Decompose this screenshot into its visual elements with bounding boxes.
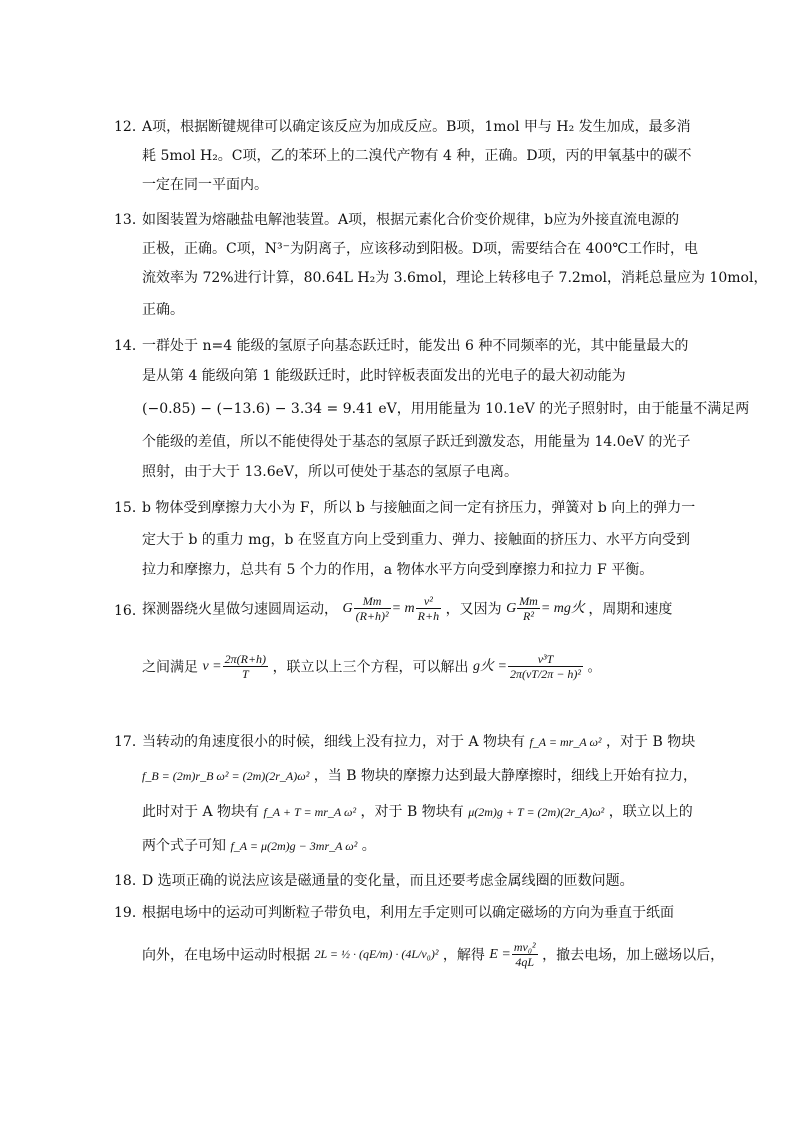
- text-line: 照射，由于大于 13.6eV，所以可使处于基态的氢原子电离。: [142, 464, 519, 480]
- text-line: [142, 940, 724, 969]
- formula-fa: f_A = mr_A ω²: [529, 735, 602, 749]
- text-line: 一群处于 n=4 能级的氢原子向基态跃迁时，能发出 6 种不同频率的光，其中能量最大的: [142, 338, 689, 354]
- formula-electric-motion: 2L = ½ · (qE/m) · (4L/v₀)²: [314, 947, 439, 961]
- text-run: 此时对于 A 物块有: [142, 804, 260, 820]
- formula-fb: f_B = (2m)r_B ω² = (2m)(2r_A)ω²: [142, 769, 310, 783]
- text-line: 耗 5mol H₂。C项，乙的苯环上的二溴代产物有 4 种，正确。D项，丙的甲氧基中的碳不: [142, 148, 692, 164]
- item-number: 17．: [114, 734, 146, 750]
- item-number: 13．: [114, 212, 146, 228]
- text-run: 当转动的角速度很小的时候，细线上没有拉力，对于 A 物块有: [142, 734, 526, 750]
- text-line: [142, 652, 602, 681]
- text-line: 根据电场中的运动可判断粒子带负电，利用左手定则可以确定磁场的方向为垂直于纸面: [142, 905, 674, 921]
- text-line: (−0.85) − (−13.6) − 3.34 = 9.41 eV，用用能量为 10.1eV 的光子照射时，由于能量不满足两: [142, 401, 750, 417]
- formula-g-mars: g火 = $\frac{\text{v³T}}{\text{2π(vT/2π − h)²}}$: [473, 652, 582, 681]
- text-line: 是从第 4 能级向第 1 能级跃迁时，此时锌板表面发出的光电子的最大初动能为: [142, 368, 626, 384]
- item-number: 18．: [114, 873, 146, 889]
- text-run: ，撤去电场，加上磁场以后，: [542, 947, 725, 964]
- text-run: ，对于 B 物块: [606, 734, 696, 750]
- text-run: 之间满足: [142, 659, 198, 676]
- text-run: ，解得: [442, 947, 485, 964]
- item-number: 12．: [114, 119, 146, 135]
- text-line: 流效率为 72%进行计算，80.64L H₂为 3.6mol，理论上转移电子 7.2mol，消耗总量应为 10mol，: [142, 270, 768, 286]
- text-line: [142, 835, 376, 855]
- text-line: 正确。: [142, 302, 184, 318]
- text-run: 向外，在电场中运动时根据: [142, 947, 310, 964]
- text-line: [142, 801, 693, 821]
- text-line: 如图装置为熔融盐电解池装置。A项，根据元素化合价变价规律，b应为外接直流电源的: [142, 212, 680, 228]
- text-run: ，周期和速度: [588, 601, 673, 618]
- text-run: 。: [361, 838, 376, 854]
- text-line: 一定在同一平面内。: [142, 177, 268, 193]
- text-line: 正极，正确。C项，N³⁻为阴离子，应该移动到阳极。D项，需要结合在 400℃工作时，电: [142, 241, 699, 257]
- text-line: A项，根据断键规律可以确定该反应为加成反应。B项，1mol 甲与 H₂ 发生加成，最多消: [142, 119, 691, 135]
- formula-surface-gravity: G $\frac{Mm}{\text{R²}}$ = mg火: [506, 594, 585, 623]
- item-number: 19．: [114, 905, 146, 921]
- formula-b-with-tension: μ(2m)g + T = (2m)(2r_A)ω²: [468, 805, 605, 819]
- text-run: 。: [587, 659, 602, 676]
- text-line: [142, 765, 697, 785]
- formula-gravity-centripetal: G $\frac{Mm}{\text{(R+h)²}}$ = m $\frac{\text{v²}}{R+h}$: [342, 594, 440, 623]
- text-run: 探测器绕火星做匀速圆周运动，: [142, 601, 338, 618]
- text-line: 定大于 b 的重力 mg，b 在竖直方向上受到重力、弹力、接触面的挤压力、水平方向受到: [142, 532, 690, 548]
- text-line: [142, 594, 672, 623]
- item-number: 14．: [114, 338, 146, 354]
- formula-fa-result: f_A = μ(2m)g − 3mr_A ω²: [230, 839, 358, 853]
- text-line: [142, 731, 695, 751]
- text-run: ，当 B 物块的摩擦力达到最大静摩擦时，细线上开始有拉力，: [313, 768, 697, 784]
- formula-speed-period: v = $\frac{2\pi(R+h)}{T}$: [202, 652, 267, 681]
- text-run: ，对于 B 物块有: [360, 804, 464, 820]
- text-line: b 物体受到摩擦力大小为 F，所以 b 与接触面之间一定有挤压力，弹簧对 b 向上的弹力一: [142, 500, 696, 516]
- text-run: 两个式子可知: [142, 838, 226, 854]
- item-number: 16．: [114, 603, 146, 619]
- formula-a-with-tension: f_A + T = mr_A ω²: [263, 805, 357, 819]
- item-number: 15．: [114, 500, 146, 516]
- text-line: D 选项正确的说法应该是磁通量的变化量，而且还要考虑金属线圈的匝数问题。: [142, 873, 634, 889]
- text-run: ，又因为: [445, 601, 502, 618]
- formula-field-strength: E = $\frac{\text{mv₀²}}{4qL}$: [489, 940, 536, 969]
- text-run: ，联立以上三个方程，可以解出: [272, 659, 469, 676]
- text-run: ，联立以上的: [608, 804, 693, 820]
- text-line: 拉力和摩擦力，总共有 5 个力的作用，a 物体水平方向受到摩擦力和拉力 F 平衡。: [142, 562, 654, 578]
- text-line: 个能级的差值，所以不能使得处于基态的氢原子跃迁到激发态，用能量为 14.0eV 的光子: [142, 434, 691, 450]
